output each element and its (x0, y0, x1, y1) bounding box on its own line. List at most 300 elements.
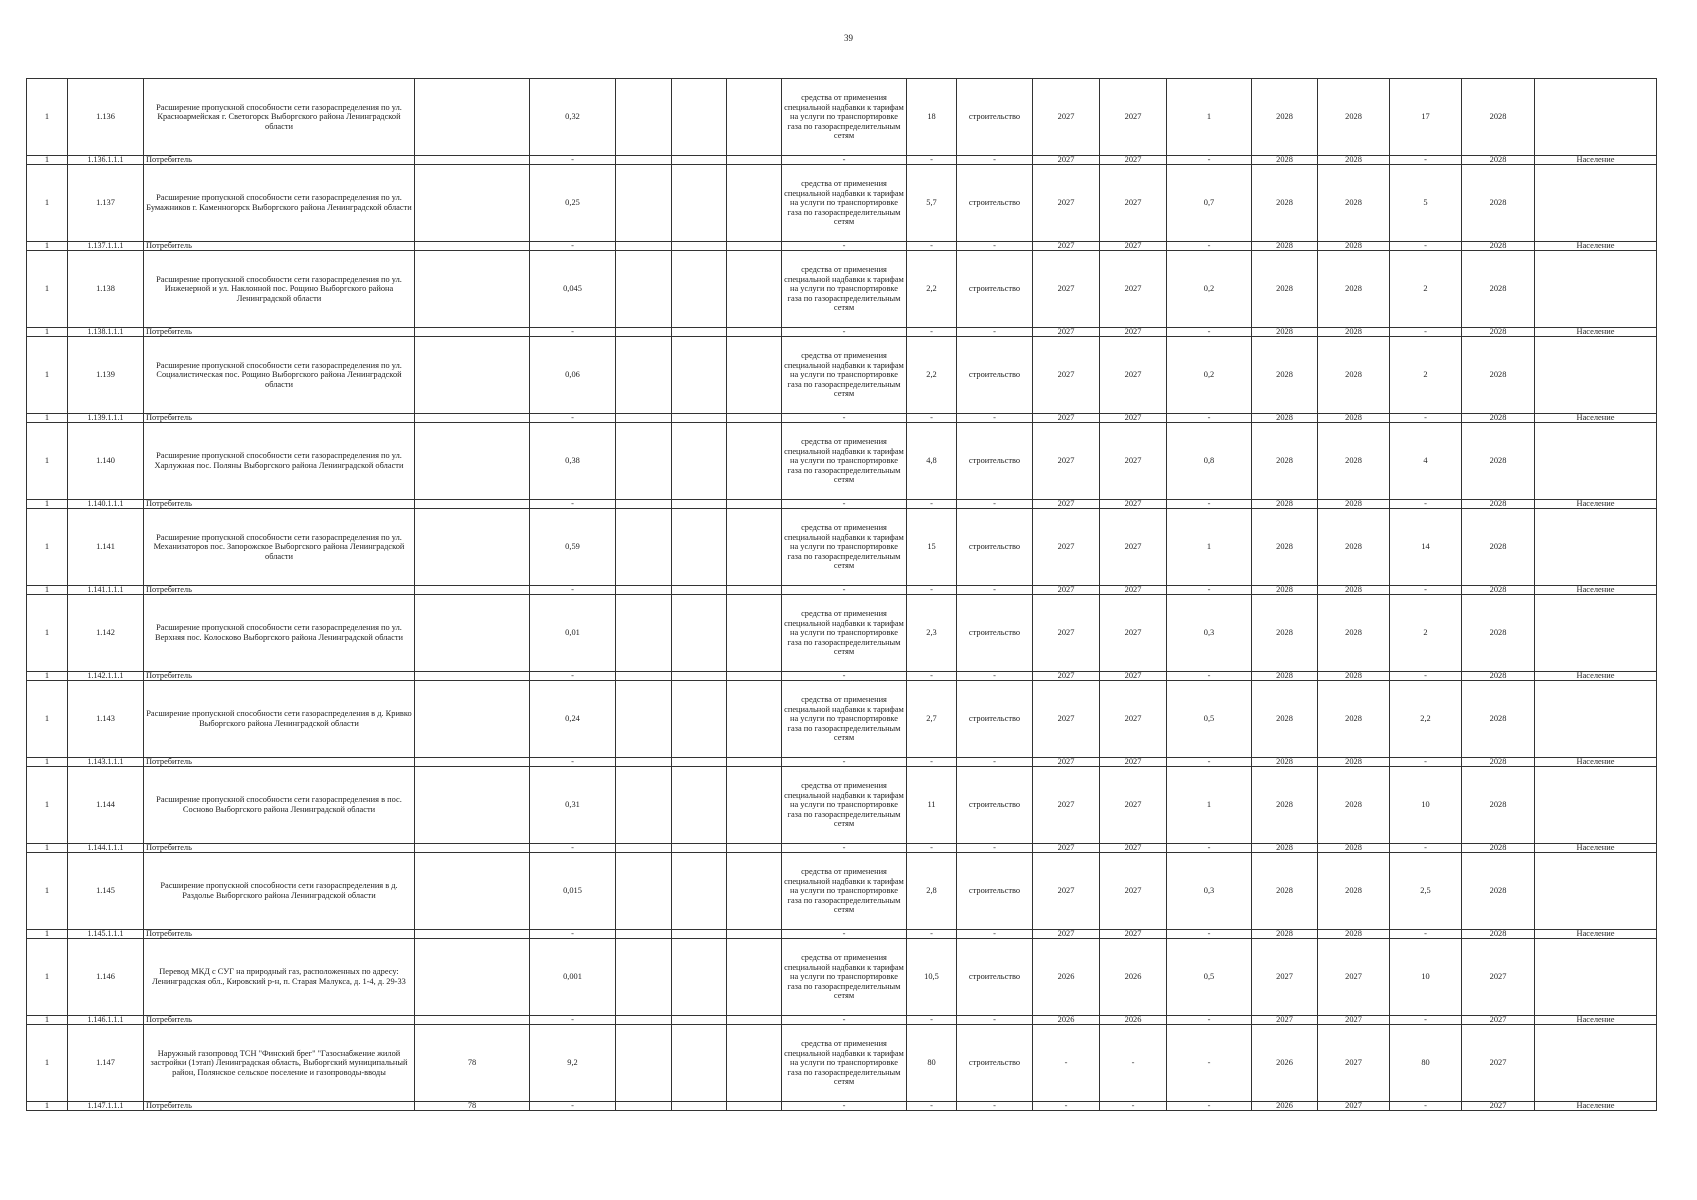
remaining-value-cell: - (1390, 328, 1462, 337)
empty-column-cell (672, 500, 727, 509)
consumer-category-cell (1535, 251, 1657, 328)
object-name-cell: Расширение пропускной способности сети газораспределения в д. Кривко Выборгского района Ленинградской области (144, 681, 415, 758)
empty-column-cell (727, 423, 782, 500)
remaining-value-cell: 2,2 (1390, 681, 1462, 758)
capacity-value-cell: 78 (415, 1102, 530, 1111)
work-type-cell: строительство (957, 595, 1033, 672)
commission-year-cell: 2028 (1462, 672, 1535, 681)
commission-year-cell: 2028 (1462, 328, 1535, 337)
row-number-cell: 1.138.1.1.1 (68, 328, 144, 337)
empty-column-cell (727, 672, 782, 681)
row-number-cell: 1.147 (68, 1025, 144, 1102)
table-row (27, 939, 1657, 1016)
empty-column-cell (727, 595, 782, 672)
remaining-value-cell: 4 (1390, 423, 1462, 500)
row-level-cell: 1 (27, 672, 68, 681)
empty-column-cell (616, 681, 672, 758)
object-name-cell: Потребитель (144, 758, 415, 767)
row-level-cell: 1 (27, 595, 68, 672)
consumer-category-cell (1535, 337, 1657, 414)
row-number-cell: 1.145.1.1.1 (68, 930, 144, 939)
object-name-cell: Расширение пропускной способности сети газораспределения по ул. Красноармейская г. Светогорск Выборгского района Ленинградской области (144, 79, 415, 156)
empty-column-cell (672, 930, 727, 939)
end-year-2-cell: 2028 (1318, 758, 1390, 767)
row-level-cell: 1 (27, 328, 68, 337)
capacity-value-cell (415, 844, 530, 853)
work-type-cell: - (957, 1102, 1033, 1111)
object-name-cell: Расширение пропускной способности сети газораспределения в пос. Сосново Выборгского района Ленинградской области (144, 767, 415, 844)
table-subrow (27, 844, 1657, 853)
table-subrow (27, 586, 1657, 595)
empty-column-cell (672, 939, 727, 1016)
table-row (27, 595, 1657, 672)
cost-value-cell: 2,8 (907, 853, 957, 930)
empty-column-cell (727, 509, 782, 586)
empty-column-cell (727, 328, 782, 337)
end-year-2-cell: 2028 (1318, 500, 1390, 509)
cost-value-cell: 80 (907, 1025, 957, 1102)
empty-column-cell (727, 853, 782, 930)
table-subrow (27, 672, 1657, 681)
remaining-value-cell: - (1390, 242, 1462, 251)
empty-column-cell (672, 672, 727, 681)
empty-column-cell (727, 930, 782, 939)
row-level-cell: 1 (27, 1016, 68, 1025)
row-number-cell: 1.143.1.1.1 (68, 758, 144, 767)
volume-value-cell: 0,3 (1167, 853, 1252, 930)
start-year-2-cell: 2026 (1100, 1016, 1167, 1025)
start-year-cell: 2027 (1033, 767, 1100, 844)
commission-year-cell: 2027 (1462, 1016, 1535, 1025)
end-year-cell: 2028 (1252, 930, 1318, 939)
start-year-2-cell: 2027 (1100, 586, 1167, 595)
end-year-2-cell: 2028 (1318, 853, 1390, 930)
work-type-cell: - (957, 500, 1033, 509)
volume-value-cell: - (1167, 844, 1252, 853)
end-year-2-cell: 2027 (1318, 1102, 1390, 1111)
length-value-cell: - (530, 844, 616, 853)
table-row (27, 681, 1657, 758)
row-number-cell: 1.142.1.1.1 (68, 672, 144, 681)
end-year-cell: 2028 (1252, 853, 1318, 930)
cost-value-cell: 2,7 (907, 681, 957, 758)
empty-column-cell (727, 251, 782, 328)
work-type-cell: строительство (957, 939, 1033, 1016)
volume-value-cell: - (1167, 758, 1252, 767)
start-year-2-cell: 2027 (1100, 156, 1167, 165)
row-number-cell: 1.137.1.1.1 (68, 242, 144, 251)
consumer-category-cell (1535, 509, 1657, 586)
row-level-cell: 1 (27, 414, 68, 423)
object-name-cell: Расширение пропускной способности сети газораспределения по ул. Механизаторов пос. Запорожское Выборгского района Ленинградской области (144, 509, 415, 586)
row-number-cell: 1.144 (68, 767, 144, 844)
row-number-cell: 1.139.1.1.1 (68, 414, 144, 423)
commission-year-cell: 2028 (1462, 586, 1535, 595)
volume-value-cell: - (1167, 1025, 1252, 1102)
commission-year-cell: 2028 (1462, 500, 1535, 509)
object-name-cell: Потребитель (144, 586, 415, 595)
empty-column-cell (616, 1102, 672, 1111)
end-year-2-cell: 2028 (1318, 251, 1390, 328)
work-type-cell: строительство (957, 1025, 1033, 1102)
end-year-2-cell: 2027 (1318, 1025, 1390, 1102)
row-level-cell: 1 (27, 337, 68, 414)
object-name-cell: Потребитель (144, 1102, 415, 1111)
funding-source-cell: - (782, 930, 907, 939)
empty-column-cell (616, 242, 672, 251)
table-subrow (27, 328, 1657, 337)
empty-column-cell (672, 509, 727, 586)
capacity-value-cell (415, 509, 530, 586)
empty-column-cell (727, 337, 782, 414)
start-year-2-cell: - (1100, 1025, 1167, 1102)
start-year-cell: 2027 (1033, 165, 1100, 242)
empty-column-cell (727, 758, 782, 767)
row-level-cell: 1 (27, 853, 68, 930)
object-name-cell: Расширение пропускной способности сети газораспределения по ул. Бумажников г. Каменногорск Выборгского района Ленинградской области (144, 165, 415, 242)
work-type-cell: - (957, 586, 1033, 595)
commission-year-cell: 2028 (1462, 337, 1535, 414)
start-year-cell: 2027 (1033, 337, 1100, 414)
row-number-cell: 1.143 (68, 681, 144, 758)
capacity-value-cell (415, 767, 530, 844)
funding-source-cell: средства от применения специальной надбавки к тарифам на услуги по транспортировке газа по газораспределительным сетям (782, 853, 907, 930)
empty-column-cell (727, 767, 782, 844)
table-subrow (27, 1016, 1657, 1025)
row-number-cell: 1.138 (68, 251, 144, 328)
length-value-cell: - (530, 930, 616, 939)
empty-column-cell (672, 595, 727, 672)
volume-value-cell: - (1167, 1016, 1252, 1025)
work-type-cell: строительство (957, 423, 1033, 500)
table-row (27, 337, 1657, 414)
consumer-category-cell (1535, 681, 1657, 758)
work-type-cell: строительство (957, 853, 1033, 930)
remaining-value-cell: 2 (1390, 595, 1462, 672)
start-year-cell: 2027 (1033, 681, 1100, 758)
commission-year-cell: 2028 (1462, 242, 1535, 251)
end-year-cell: 2028 (1252, 672, 1318, 681)
consumer-category-cell (1535, 423, 1657, 500)
empty-column-cell (727, 414, 782, 423)
end-year-cell: 2028 (1252, 423, 1318, 500)
commission-year-cell: 2028 (1462, 414, 1535, 423)
commission-year-cell: 2028 (1462, 767, 1535, 844)
cost-value-cell: - (907, 672, 957, 681)
row-number-cell: 1.141.1.1.1 (68, 586, 144, 595)
length-value-cell: 0,32 (530, 79, 616, 156)
capacity-value-cell (415, 414, 530, 423)
start-year-cell: 2027 (1033, 595, 1100, 672)
length-value-cell: - (530, 328, 616, 337)
consumer-category-cell: Население (1535, 1016, 1657, 1025)
start-year-cell: 2027 (1033, 586, 1100, 595)
start-year-cell: 2027 (1033, 930, 1100, 939)
start-year-cell: 2026 (1033, 939, 1100, 1016)
length-value-cell: 0,59 (530, 509, 616, 586)
work-type-cell: строительство (957, 251, 1033, 328)
empty-column-cell (672, 1016, 727, 1025)
start-year-cell: 2026 (1033, 1016, 1100, 1025)
work-type-cell: строительство (957, 79, 1033, 156)
end-year-2-cell: 2028 (1318, 844, 1390, 853)
start-year-2-cell: 2027 (1100, 500, 1167, 509)
row-number-cell: 1.137 (68, 165, 144, 242)
remaining-value-cell: - (1390, 844, 1462, 853)
commission-year-cell: 2028 (1462, 423, 1535, 500)
end-year-2-cell: 2028 (1318, 337, 1390, 414)
capacity-value-cell (415, 165, 530, 242)
remaining-value-cell: 17 (1390, 79, 1462, 156)
empty-column-cell (672, 414, 727, 423)
work-type-cell: - (957, 156, 1033, 165)
page-number: 39 (844, 33, 853, 43)
empty-column-cell (616, 1025, 672, 1102)
start-year-2-cell: 2027 (1100, 844, 1167, 853)
volume-value-cell: 0,3 (1167, 595, 1252, 672)
commission-year-cell: 2028 (1462, 595, 1535, 672)
consumer-category-cell: Население (1535, 414, 1657, 423)
funding-source-cell: средства от применения специальной надбавки к тарифам на услуги по транспортировке газа по газораспределительным сетям (782, 939, 907, 1016)
cost-value-cell: 4,8 (907, 423, 957, 500)
end-year-cell: 2028 (1252, 844, 1318, 853)
empty-column-cell (616, 1016, 672, 1025)
remaining-value-cell: 80 (1390, 1025, 1462, 1102)
length-value-cell: 0,25 (530, 165, 616, 242)
work-type-cell: строительство (957, 337, 1033, 414)
empty-column-cell (672, 165, 727, 242)
end-year-2-cell: 2028 (1318, 509, 1390, 586)
remaining-value-cell: - (1390, 672, 1462, 681)
consumer-category-cell (1535, 165, 1657, 242)
start-year-2-cell: 2027 (1100, 242, 1167, 251)
start-year-cell: 2027 (1033, 758, 1100, 767)
row-level-cell: 1 (27, 939, 68, 1016)
funding-source-cell: средства от применения специальной надбавки к тарифам на услуги по транспортировке газа по газораспределительным сетям (782, 423, 907, 500)
empty-column-cell (672, 337, 727, 414)
work-type-cell: - (957, 1016, 1033, 1025)
remaining-value-cell: - (1390, 500, 1462, 509)
length-value-cell: 0,06 (530, 337, 616, 414)
capacity-value-cell (415, 1016, 530, 1025)
end-year-cell: 2028 (1252, 586, 1318, 595)
capacity-value-cell (415, 423, 530, 500)
end-year-2-cell: 2028 (1318, 328, 1390, 337)
funding-source-cell: - (782, 500, 907, 509)
length-value-cell: 0,24 (530, 681, 616, 758)
remaining-value-cell: 2,5 (1390, 853, 1462, 930)
consumer-category-cell: Население (1535, 844, 1657, 853)
empty-column-cell (616, 767, 672, 844)
empty-column-cell (727, 165, 782, 242)
row-number-cell: 1.141 (68, 509, 144, 586)
commission-year-cell: 2028 (1462, 681, 1535, 758)
capacity-value-cell (415, 939, 530, 1016)
empty-column-cell (672, 1102, 727, 1111)
commission-year-cell: 2028 (1462, 165, 1535, 242)
capacity-value-cell (415, 758, 530, 767)
start-year-cell: 2027 (1033, 423, 1100, 500)
consumer-category-cell (1535, 595, 1657, 672)
volume-value-cell: - (1167, 156, 1252, 165)
object-name-cell: Перевод МКД с СУГ на природный газ, расположенных по адресу: Ленинградская обл., Кировский р-н, п. Старая Малукса, д. 1-4, д. 29-33 (144, 939, 415, 1016)
work-type-cell: строительство (957, 165, 1033, 242)
end-year-2-cell: 2028 (1318, 672, 1390, 681)
start-year-cell: 2027 (1033, 328, 1100, 337)
remaining-value-cell: 10 (1390, 767, 1462, 844)
end-year-cell: 2028 (1252, 595, 1318, 672)
table-row (27, 853, 1657, 930)
empty-column-cell (616, 939, 672, 1016)
start-year-cell: 2027 (1033, 251, 1100, 328)
commission-year-cell: 2027 (1462, 1025, 1535, 1102)
work-type-cell: строительство (957, 681, 1033, 758)
commission-year-cell: 2028 (1462, 844, 1535, 853)
end-year-cell: 2028 (1252, 414, 1318, 423)
empty-column-cell (672, 767, 727, 844)
capacity-value-cell (415, 930, 530, 939)
table-subrow (27, 758, 1657, 767)
remaining-value-cell: 2 (1390, 251, 1462, 328)
table-row (27, 509, 1657, 586)
end-year-2-cell: 2028 (1318, 165, 1390, 242)
funding-source-cell: средства от применения специальной надбавки к тарифам на услуги по транспортировке газа по газораспределительным сетям (782, 681, 907, 758)
capacity-value-cell (415, 853, 530, 930)
table-subrow (27, 1102, 1657, 1111)
work-type-cell: - (957, 328, 1033, 337)
capacity-value-cell: 78 (415, 1025, 530, 1102)
work-type-cell: - (957, 672, 1033, 681)
empty-column-cell (672, 758, 727, 767)
empty-column-cell (727, 1102, 782, 1111)
empty-column-cell (616, 156, 672, 165)
volume-value-cell: - (1167, 1102, 1252, 1111)
empty-column-cell (727, 1025, 782, 1102)
end-year-cell: 2028 (1252, 681, 1318, 758)
table-row (27, 423, 1657, 500)
empty-column-cell (727, 586, 782, 595)
funding-source-cell: - (782, 328, 907, 337)
end-year-2-cell: 2028 (1318, 930, 1390, 939)
end-year-cell: 2026 (1252, 1102, 1318, 1111)
start-year-cell: 2027 (1033, 853, 1100, 930)
object-name-cell: Расширение пропускной способности сети газораспределения по ул. Верхняя пос. Колосково Выборгского района Ленинградской области (144, 595, 415, 672)
end-year-2-cell: 2028 (1318, 156, 1390, 165)
cost-value-cell: - (907, 328, 957, 337)
row-level-cell: 1 (27, 758, 68, 767)
end-year-2-cell: 2028 (1318, 595, 1390, 672)
consumer-category-cell: Население (1535, 930, 1657, 939)
cost-value-cell: - (907, 414, 957, 423)
consumer-category-cell (1535, 767, 1657, 844)
empty-column-cell (727, 939, 782, 1016)
length-value-cell: 0,001 (530, 939, 616, 1016)
volume-value-cell: 0,5 (1167, 681, 1252, 758)
start-year-2-cell: 2027 (1100, 595, 1167, 672)
consumer-category-cell (1535, 1025, 1657, 1102)
row-number-cell: 1.146.1.1.1 (68, 1016, 144, 1025)
empty-column-cell (672, 844, 727, 853)
table-row (27, 767, 1657, 844)
row-number-cell: 1.136.1.1.1 (68, 156, 144, 165)
cost-value-cell: 10,5 (907, 939, 957, 1016)
commission-year-cell: 2028 (1462, 930, 1535, 939)
remaining-value-cell: 14 (1390, 509, 1462, 586)
object-name-cell: Потребитель (144, 328, 415, 337)
funding-source-cell: средства от применения специальной надбавки к тарифам на услуги по транспортировке газа по газораспределительным сетям (782, 337, 907, 414)
length-value-cell: - (530, 672, 616, 681)
row-level-cell: 1 (27, 79, 68, 156)
remaining-value-cell: - (1390, 1016, 1462, 1025)
empty-column-cell (672, 853, 727, 930)
funding-source-cell: средства от применения специальной надбавки к тарифам на услуги по транспортировке газа по газораспределительным сетям (782, 509, 907, 586)
table-row (27, 1025, 1657, 1102)
row-level-cell: 1 (27, 586, 68, 595)
cost-value-cell: - (907, 758, 957, 767)
row-number-cell: 1.145 (68, 853, 144, 930)
end-year-2-cell: 2028 (1318, 586, 1390, 595)
end-year-cell: 2028 (1252, 500, 1318, 509)
empty-column-cell (672, 79, 727, 156)
empty-column-cell (672, 423, 727, 500)
commission-year-cell: 2028 (1462, 251, 1535, 328)
cost-value-cell: - (907, 242, 957, 251)
work-type-cell: - (957, 758, 1033, 767)
funding-source-cell: средства от применения специальной надбавки к тарифам на услуги по транспортировке газа по газораспределительным сетям (782, 79, 907, 156)
cost-value-cell: - (907, 500, 957, 509)
end-year-cell: 2027 (1252, 939, 1318, 1016)
object-name-cell: Потребитель (144, 500, 415, 509)
remaining-value-cell: - (1390, 1102, 1462, 1111)
start-year-cell: 2027 (1033, 79, 1100, 156)
start-year-cell: 2027 (1033, 156, 1100, 165)
row-level-cell: 1 (27, 1025, 68, 1102)
object-name-cell: Расширение пропускной способности сети газораспределения по ул. Харлужная пос. Поляны Выборгского района Ленинградской области (144, 423, 415, 500)
funding-source-cell: - (782, 844, 907, 853)
remaining-value-cell: - (1390, 156, 1462, 165)
row-level-cell: 1 (27, 156, 68, 165)
end-year-cell: 2026 (1252, 1025, 1318, 1102)
empty-column-cell (616, 165, 672, 242)
empty-column-cell (672, 242, 727, 251)
empty-column-cell (727, 500, 782, 509)
empty-column-cell (727, 681, 782, 758)
commission-year-cell: 2028 (1462, 79, 1535, 156)
length-value-cell: - (530, 1102, 616, 1111)
funding-source-cell: средства от применения специальной надбавки к тарифам на услуги по транспортировке газа по газораспределительным сетям (782, 767, 907, 844)
capacity-value-cell (415, 328, 530, 337)
consumer-category-cell: Население (1535, 1102, 1657, 1111)
object-name-cell: Потребитель (144, 156, 415, 165)
empty-column-cell (616, 930, 672, 939)
end-year-2-cell: 2028 (1318, 767, 1390, 844)
length-value-cell: 0,38 (530, 423, 616, 500)
remaining-value-cell: 2 (1390, 337, 1462, 414)
length-value-cell: 0,31 (530, 767, 616, 844)
start-year-cell: - (1033, 1102, 1100, 1111)
row-number-cell: 1.146 (68, 939, 144, 1016)
row-level-cell: 1 (27, 681, 68, 758)
funding-source-cell: - (782, 156, 907, 165)
row-number-cell: 1.147.1.1.1 (68, 1102, 144, 1111)
capacity-value-cell (415, 586, 530, 595)
volume-value-cell: - (1167, 328, 1252, 337)
empty-column-cell (672, 251, 727, 328)
start-year-2-cell: 2027 (1100, 423, 1167, 500)
capacity-value-cell (415, 595, 530, 672)
object-name-cell: Расширение пропускной способности сети газораспределения по ул. Социалистическая пос. Рощино Выборгского района Ленинградской области (144, 337, 415, 414)
row-level-cell: 1 (27, 251, 68, 328)
